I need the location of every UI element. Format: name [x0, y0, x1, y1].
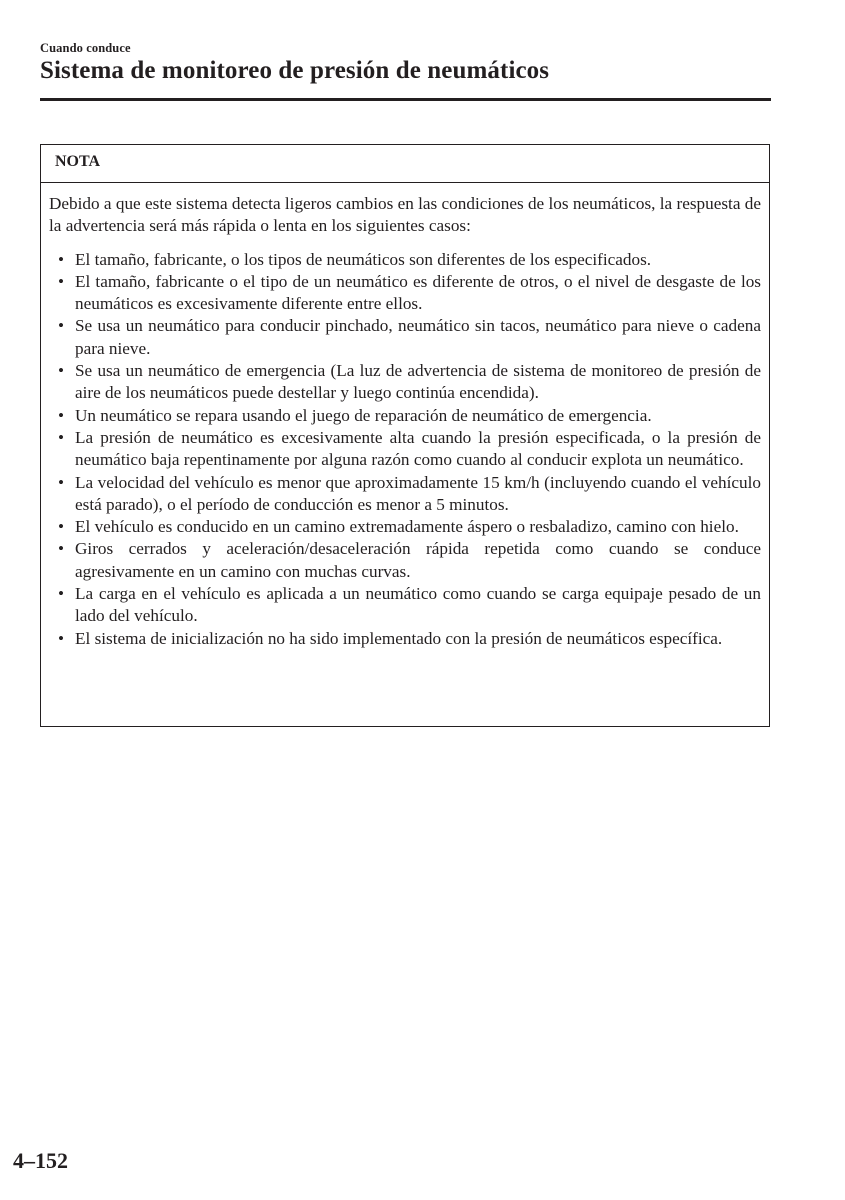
note-intro: Debido a que este sistema detecta ligeros cambios en las condiciones de los neumáticos, la respuesta de la advertencia será más rápida o lenta en los siguientes casos: [49, 194, 761, 236]
list-item-text: Se usa un neumático para conducir pinchado, neumático sin tacos, neumático para nieve o cadena para nieve. [75, 316, 761, 358]
list-item-text: El tamaño, fabricante o el tipo de un neumático es diferente de otros, o el nivel de desgaste de los neumáticos es excesivamente diferente entre ellos. [75, 271, 761, 314]
list-item [49, 249, 761, 271]
page-number: 4–152 [13, 1148, 68, 1173]
bullet-icon: • [58, 472, 65, 492]
list-item [49, 472, 761, 517]
list-item [49, 427, 761, 472]
section-label: Cuando conduce [40, 41, 131, 55]
bullet-icon: • [58, 628, 65, 648]
list-item [49, 538, 761, 583]
note-body [41, 183, 769, 650]
list-item-text: Un neumático se repara usando el juego de reparación de neumático de emergencia. [75, 405, 652, 425]
page-title: Sistema de monitoreo de presión de neumáticos [40, 57, 550, 84]
note-box [40, 144, 770, 727]
list-item [49, 271, 761, 316]
bullet-icon: • [58, 517, 65, 537]
list-item [49, 516, 761, 538]
list-item-text: El tamaño, fabricante, o los tipos de neumáticos son diferentes de los especificados. [75, 249, 652, 269]
list-item-text: Se usa un neumático de emergencia (La luz de advertencia de sistema de monitoreo de presión de aire de los neumáticos puede destellar y luego continúa encendida). [75, 361, 761, 403]
bullet-icon: • [58, 405, 65, 425]
list-item [49, 628, 761, 650]
list-item-text: Giros cerrados y aceleración/desaceleración rápida repetida como cuando se conduce agresivamente en un camino con muchas curvas. [75, 539, 761, 581]
title-rule [40, 98, 771, 101]
note-heading: NOTA [41, 145, 769, 183]
list-item [49, 405, 761, 427]
list-item-text: El vehículo es conducido en un camino extremadamente áspero o resbaladizo, camino con hielo. [75, 517, 739, 537]
note-list [49, 249, 761, 650]
bullet-icon: • [58, 427, 65, 447]
bullet-icon: • [58, 271, 65, 291]
bullet-icon: • [58, 584, 65, 604]
list-item [49, 583, 761, 628]
list-item-text: El sistema de inicialización no ha sido implementado con la presión de neumáticos específica. [75, 628, 723, 648]
bullet-icon: • [58, 249, 65, 269]
list-item-text: La presión de neumático es excesivamente alta cuando la presión especificada, o la presión de neumático baja repentinamente por alguna razón como cuando al conducir explota un neumático. [75, 427, 761, 470]
bullet-icon: • [58, 361, 65, 381]
list-item [49, 360, 761, 405]
list-item-text: La velocidad del vehículo es menor que aproximadamente 15 km/h (incluyendo cuando el vehículo está parado), o el período de conducción es menor a 5 minutos. [75, 472, 761, 514]
bullet-icon: • [58, 539, 65, 559]
list-item [49, 315, 761, 360]
list-item-text: La carga en el vehículo es aplicada a un neumático como cuando se carga equipaje pesado de un lado del vehículo. [75, 584, 761, 626]
bullet-icon: • [58, 316, 65, 336]
